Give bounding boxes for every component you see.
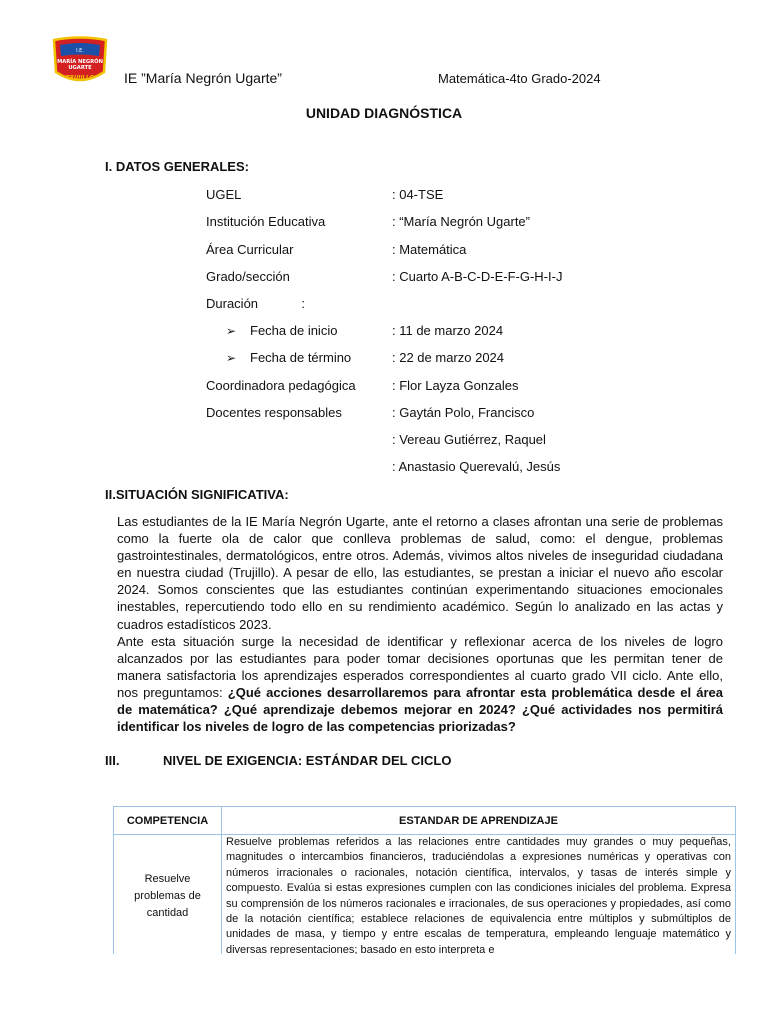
row-value: : 22 de marzo 2024 <box>392 350 505 365</box>
competency-text: Resuelve problemas de cantidad <box>134 873 201 920</box>
logo-name-line1: MARÍA NEGRÓN <box>57 59 103 65</box>
situation-paragraph-2 <box>117 633 723 736</box>
section-title: NIVEL DE EXIGENCIA: ESTÁNDAR DEL CICLO <box>163 753 452 768</box>
section-datos-generales-heading: I. DATOS GENERALES: <box>105 159 249 174</box>
situation-questions: ¿Qué acciones desarrollaremos para afrontar esta problemática desde el área de matemática? ¿Qué aprendizaje debemos mejorar en 2024? ¿Qué actividades nos permitirá identificar los niveles de logro de las competencias priorizadas? <box>117 684 723 735</box>
school-logo <box>50 36 110 88</box>
general-data-row <box>206 321 503 341</box>
row-label: Fecha de inicio <box>250 323 338 338</box>
row-value: : Anastasio Querevalú, Jesús <box>392 459 561 474</box>
row-label: Área Curricular <box>206 242 294 257</box>
row-label: Fecha de término <box>250 350 352 365</box>
standards-table <box>113 806 736 954</box>
general-data-row <box>206 240 466 260</box>
general-data-row <box>206 294 392 314</box>
header-subject: Matemática-4to Grado-2024 <box>438 71 601 86</box>
header-school-name: IE ”María Negrón Ugarte” <box>124 70 282 86</box>
competency-cell <box>114 835 222 955</box>
column-header-estandar: ESTANDAR DE APRENDIZAJE <box>222 807 736 835</box>
row-label: Institución Educativa <box>206 214 326 229</box>
general-data-row <box>206 457 560 477</box>
row-label: Grado/sección <box>206 269 290 284</box>
arrow-bullet-icon: ➢ <box>226 324 237 338</box>
row-value: : 11 de marzo 2024 <box>392 323 504 338</box>
row-value: : Gaytán Polo, Francisco <box>392 405 535 420</box>
row-value: : “María Negrón Ugarte” <box>392 214 530 229</box>
row-label: Duración : <box>206 296 305 311</box>
row-value: : Cuarto A-B-C-D-E-F-G-H-I-J <box>392 269 563 284</box>
situation-text <box>117 513 723 735</box>
general-data-row <box>206 185 443 205</box>
logo-city: TRUJILLO <box>65 75 95 81</box>
column-header-competencia: COMPETENCIA <box>114 807 222 835</box>
section-nivel-exigencia-heading <box>105 753 451 768</box>
logo-top-text: I.E. <box>76 48 84 54</box>
general-data-row <box>206 267 562 287</box>
section-situacion-heading: II.SITUACIÓN SIGNIFICATIVA: <box>105 487 289 502</box>
row-value: : Matemática <box>392 242 467 257</box>
section-number: III. <box>105 753 120 768</box>
general-data-row <box>206 376 518 396</box>
row-label: Coordinadora pedagógica <box>206 378 356 393</box>
table-row <box>114 835 736 955</box>
row-value: : Vereau Gutiérrez, Raquel <box>392 432 546 447</box>
general-data-row <box>206 212 530 232</box>
standard-cell: Resuelve problemas referidos a las relaciones entre cantidades muy grandes o muy pequeñas, magnitudes o intercambios financieros, traduciéndolas a expresiones numéricas y operativas con números irracionales o racionales, notación científica, intervalos, y tasas de interés simple y compuesto. Evalúa si estas expresiones cumplen con las condiciones iniciales del problema. Expresa su comprensión de los números racionales e irracionales, de sus operaciones y propiedades, así como de la notación científica; establece relaciones de equivalencia entre múltiplos y submúltiplos de unidades de masa, y tiempo y entre escalas de temperatura, empleando lenguaje matemático y diversas representaciones; basado en esto interpreta e <box>222 835 736 955</box>
logo-name-line2: UGARTE <box>68 65 92 71</box>
row-value: : Flor Layza Gonzales <box>392 378 519 393</box>
document-title: UNIDAD DIAGNÓSTICA <box>305 105 463 121</box>
general-data-row <box>206 348 504 368</box>
general-data-row <box>206 403 534 423</box>
table-header-row <box>114 807 736 835</box>
arrow-bullet-icon: ➢ <box>226 351 237 365</box>
row-label: Docentes responsables <box>206 405 342 420</box>
general-data-row <box>206 430 546 450</box>
situation-paragraph-1: Las estudiantes de la IE María Negrón Ugarte, ante el retorno a clases afrontan una serie de problemas como la fuerte ola de calor que conlleva problemas de salud, como: el dengue, problemas gastrointestinales, dermatológicos, entre otros. Además, vivimos altos niveles de inseguridad ciudadana en nuestra ciudad (Trujillo). A pesar de ello, las estudiantes, se prestan a iniciar el nuevo año escolar 2024. Somos conscientes que las estudiantes continúan experimentando situaciones emocionales inestables, repercutiendo todo ello en su rendimiento académico. Según lo analizado en las actas y cuadros estadísticos 2023. <box>117 514 723 632</box>
row-value: : 04-TSE <box>392 187 444 202</box>
row-label: UGEL <box>206 187 242 202</box>
situation-paragraph-2-text: Ante esta situación surge la necesidad de identificar y reflexionar acerca de los niveles de logro alcanzados por las estudiantes para poder tomar decisiones oportunas que les permitan tener de manera satisfactoria los aprendizajes esperados correspondientes al cuarto grado VII ciclo. Ante ello, nos preguntamos: <box>117 633 723 700</box>
